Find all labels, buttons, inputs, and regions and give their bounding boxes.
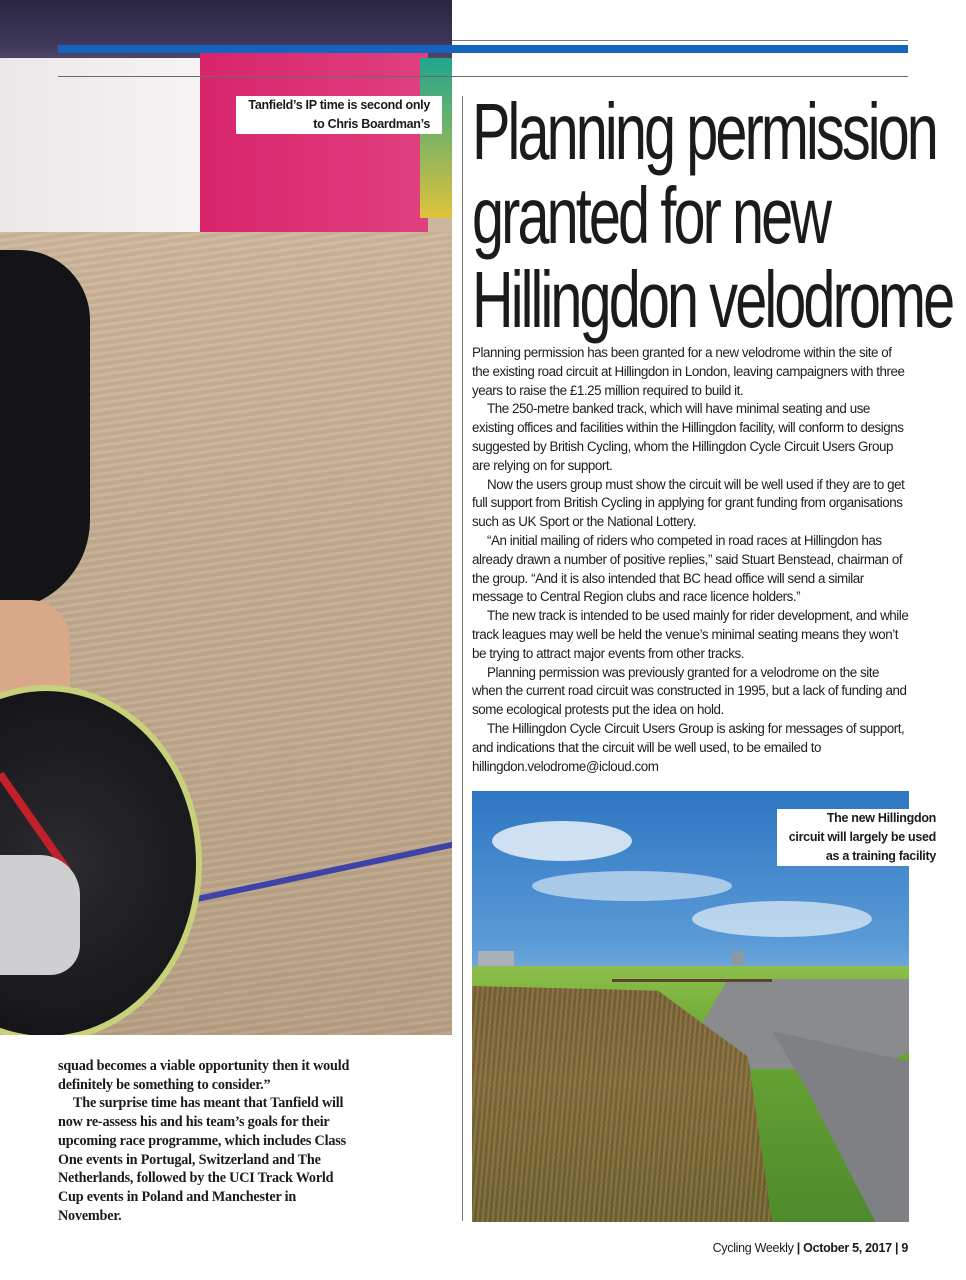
paragraph: The Hillingdon Cycle Circuit Users Group is asking for messages of support, and indications that the circuit will be well used, to be emailed to hillingdon.velodrome@icloud.com xyxy=(472,720,905,774)
rider-shoe xyxy=(0,855,80,975)
page-number: 9 xyxy=(901,1241,908,1255)
rider-leg xyxy=(0,250,90,610)
paragraph: Now the users group must show the circuit will be well used if they are to get full support from British Cycling in applying for grant funding from organisations such as UK Sport or the National Lottery. xyxy=(472,476,905,530)
page-footer xyxy=(713,1241,908,1255)
cloud xyxy=(492,821,632,861)
photo-right-caption xyxy=(777,809,948,866)
paragraph: Planning permission was previously granted for a velodrome on the site when the current road circuit was constructed in 1995, but a lack of funding and some ecological protests put the idea on hold. xyxy=(472,664,907,718)
photo-left-caption xyxy=(236,96,442,134)
headline-line: Planning permission xyxy=(472,87,936,176)
issue-date: October 5, 2017 xyxy=(803,1241,892,1255)
headline-line: Hillingdon velodrome xyxy=(472,255,953,344)
velodrome-rider-photo xyxy=(0,0,452,1035)
paragraph: “An initial mailing of riders who competed in road races at Hillingdon has already drawn a number of positive replies,” said Stuart Benstead, chairman of the group. “And it is also intended that BC head office will send a similar message to Central Region clubs and race licence holders.” xyxy=(472,532,903,605)
continued-article-text xyxy=(58,1057,358,1225)
green-banner xyxy=(420,58,452,218)
distant-building xyxy=(732,951,744,965)
pink-banner xyxy=(200,52,428,242)
paragraph: squad becomes a viable opportunity then it would definitely be something to consider.” xyxy=(58,1058,350,1093)
headline-line: granted for new xyxy=(472,171,830,260)
top-rule xyxy=(452,40,908,41)
caption-line: The new Hillingdon xyxy=(821,809,942,828)
fence xyxy=(612,979,772,982)
article-headline xyxy=(472,87,953,344)
white-banner xyxy=(0,58,205,258)
paragraph: Planning permission has been granted for a new velodrome within the site of the existing road circuit at Hillingdon in London, leaving campaigners with three years to raise the £1.25 million required to build it. xyxy=(472,345,905,398)
cloud xyxy=(692,901,872,937)
paragraph: The surprise time has meant that Tanfield will now re-assess his and his team’s goals for their upcoming race programme, which includes Class One events in Portugal, Switzerland and The Netherlands, followed by the UCI Track World Cup events in Poland and Manchester in November. xyxy=(58,1095,346,1224)
section-rule xyxy=(58,76,908,77)
paragraph: The 250-metre banked track, which will have minimal seating and use existing offices and facilities within the Hillingdon facility, will conform to designs suggested by British Cycling, whom the Hillingdon Cycle Circuit Users Group are relying on for support. xyxy=(472,401,904,473)
column-divider xyxy=(462,96,463,1221)
publication-name: Cycling Weekly xyxy=(712,1241,794,1255)
caption-line: as a training facility xyxy=(820,847,942,866)
article-body xyxy=(472,344,912,776)
paragraph: The new track is intended to be used mainly for rider development, and while track leagues may well be held the venue’s minimal seating means they won’t be trying to attract major events from other tracks. xyxy=(472,608,909,661)
caption-line: to Chris Boardman’s xyxy=(307,115,436,134)
caption-line: circuit will largely be used xyxy=(783,828,942,847)
accent-rule xyxy=(58,45,908,53)
caption-line: Tanfield’s IP time is second only xyxy=(242,96,436,115)
footer-separator: | xyxy=(894,1241,899,1255)
cloud xyxy=(532,871,732,901)
footer-separator: | xyxy=(796,1241,800,1255)
